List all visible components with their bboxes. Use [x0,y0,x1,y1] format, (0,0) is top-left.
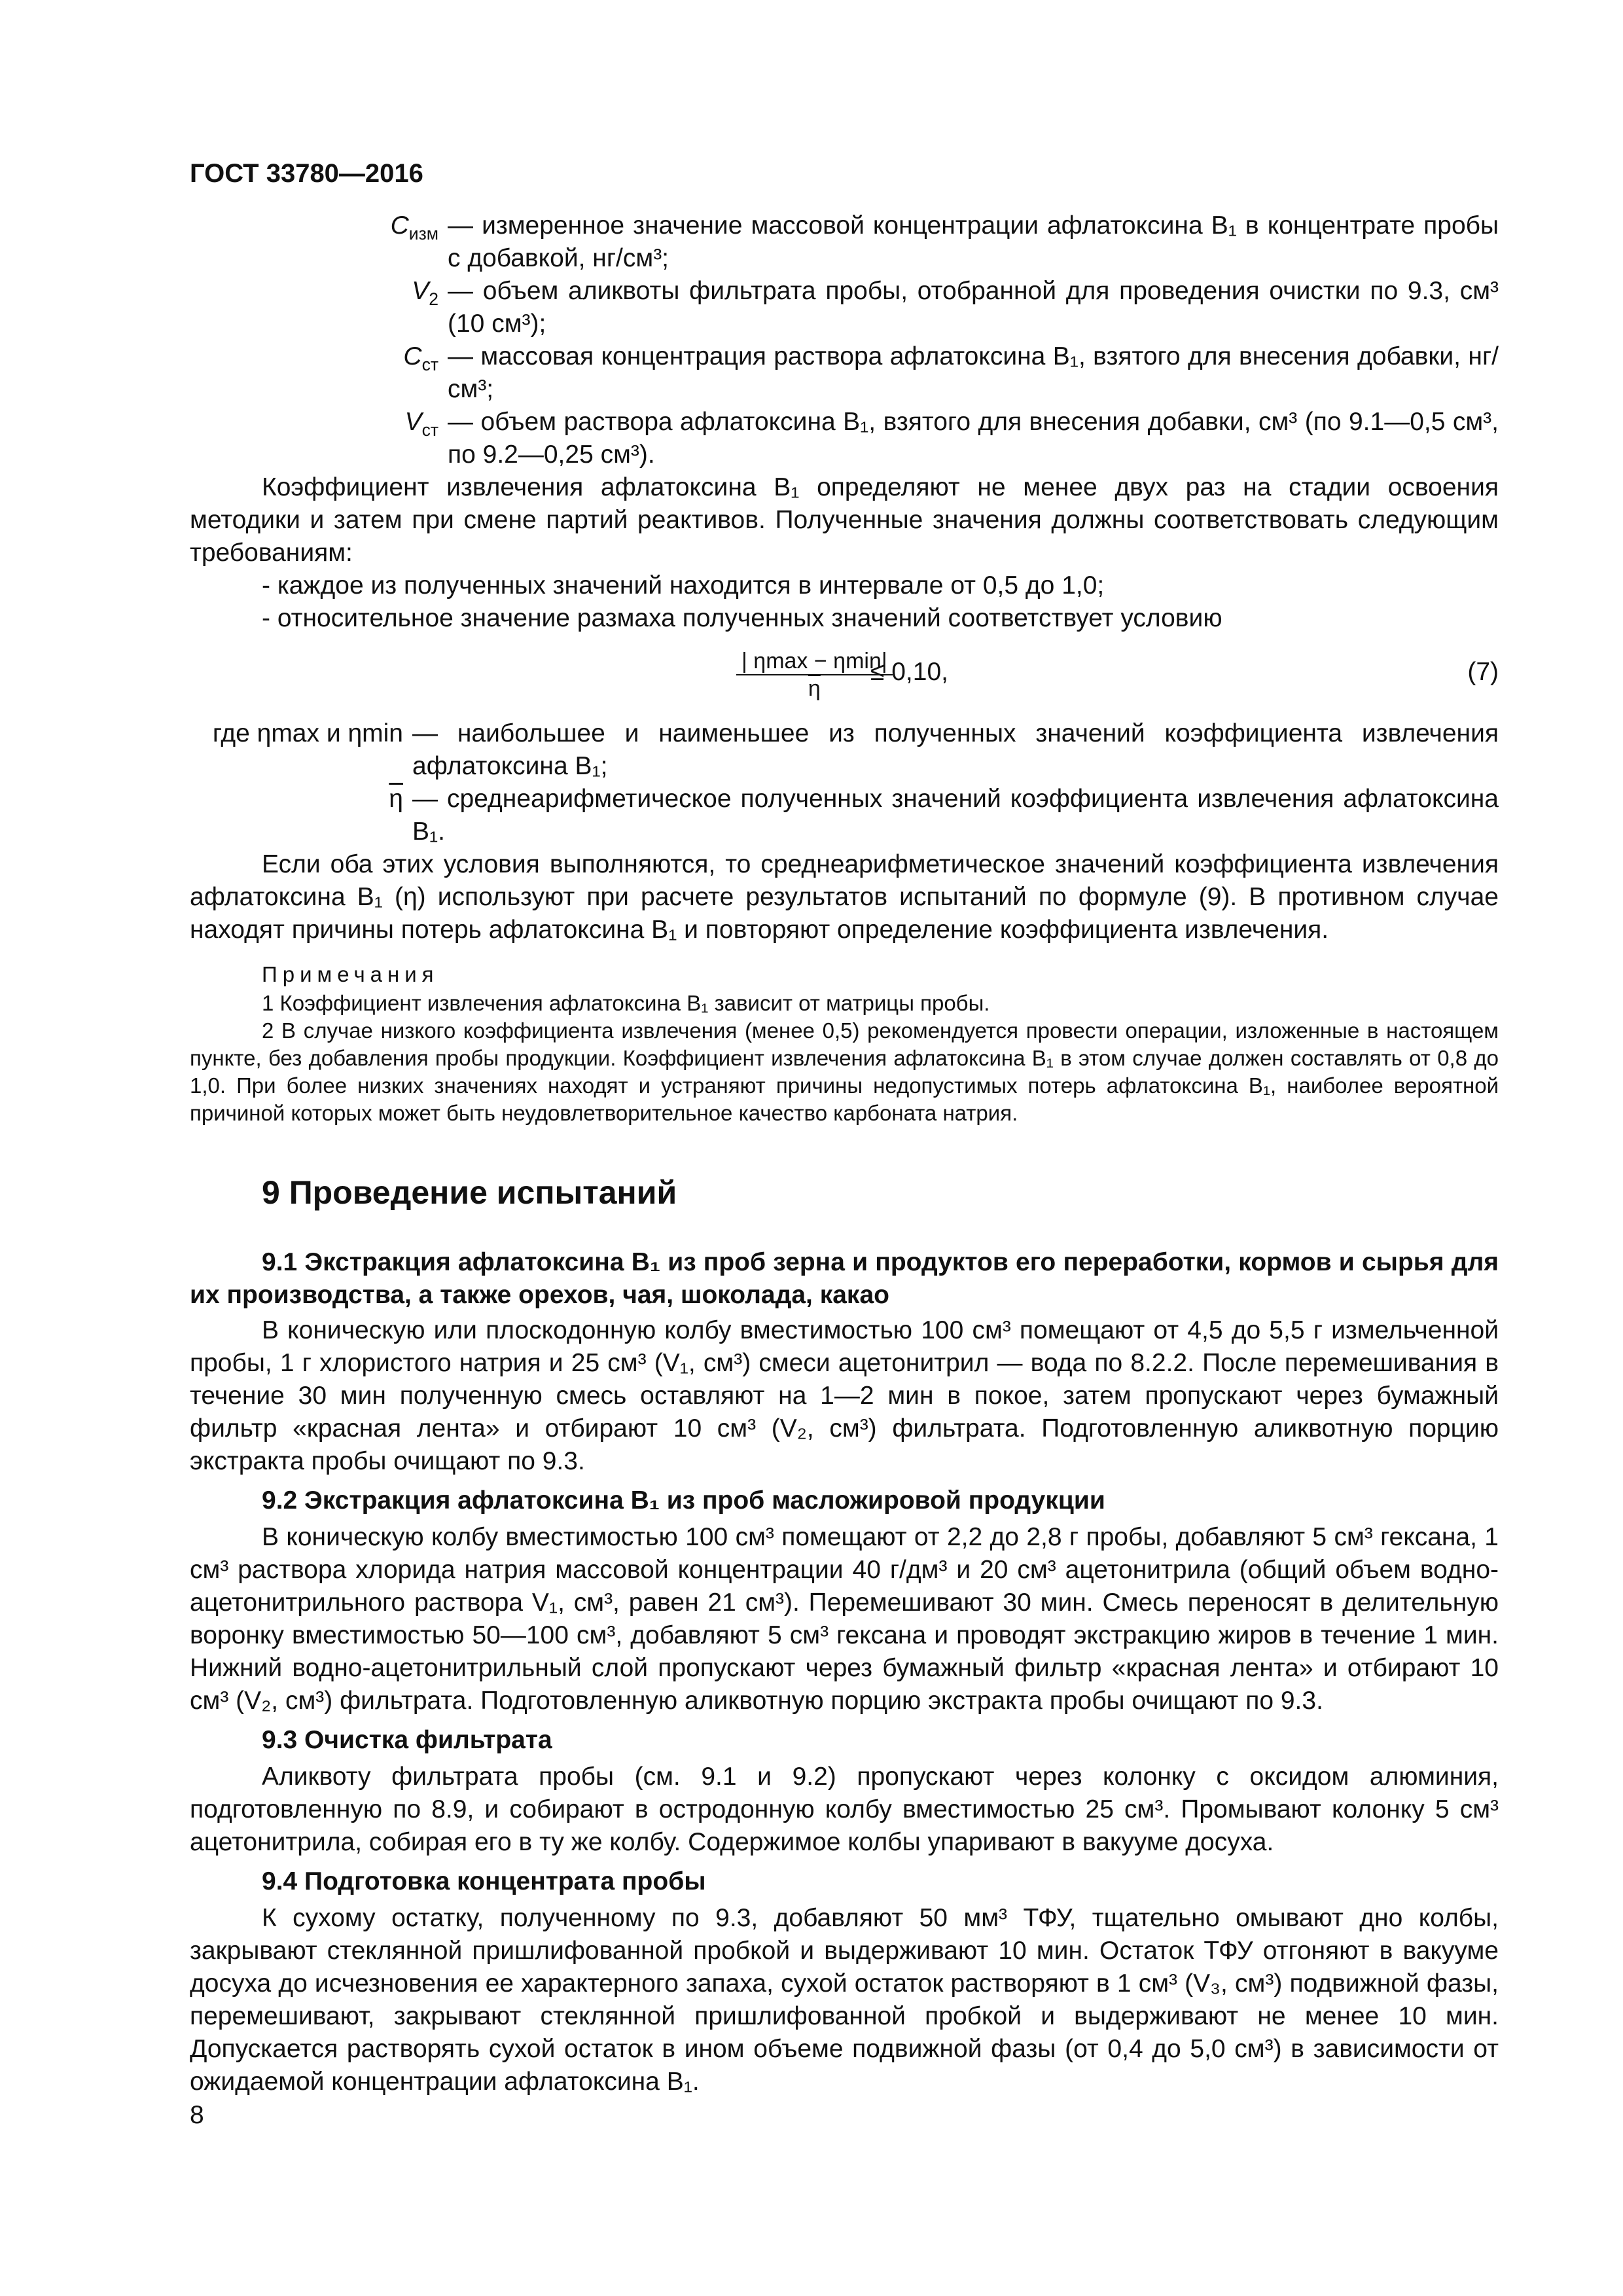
subsection-heading: 9.2 Экстракция афлатоксина B₁ из проб масложировой продукции [262,1486,1105,1515]
paragraph: Аликвоту фильтрата пробы (см. 9.1 и 9.2) пропускают через колонку с оксидом алюминия, подготовленную по 8.9, и собирают в остродонную колбу вместимостью 25 см³. Промывают колонку 5 см³ ацетонитрила, собирая его в ту же колбу. Содержимое колбы упаривают в вакууме досуха. [190,1763,1499,1856]
legend-item [190,717,1499,783]
legend-symbol-sub: ст [421,420,438,440]
document-page [190,157,1499,2098]
legend-eta [190,717,1499,848]
subsection-heading: 9.1 Экстракция афлатоксина B₁ из проб зерна и продуктов его переработки, кормов и сырья для их производства, а также орехов, чая, шоколада, какао [190,1248,1499,1309]
paragraph-recovery: Коэффициент извлечения афлатоксина B₁ определяют не менее двух раз на стадии освоения методики и затем при смене партий реактивов. Полученные значения должны соответствовать следующим требованиям: [190,473,1499,567]
legend-description: — измеренное значение массовой концентрации афлатоксина B₁ в концентрате пробы с добавкой, нг/см³; [448,211,1499,272]
note-item: 1 Коэффициент извлечения афлатоксина B₁ зависит от матрицы пробы. [262,991,990,1015]
notes-block [190,961,1499,1127]
paragraph: В коническую колбу вместимостью 100 см³ помещают от 2,2 до 2,8 г пробы, добавляют 5 см³ гексана, 1 см³ раствора хлорида натрия массовой концентрации 40 г/дм³ и 20 см³ ацетонитрила (общий объем водно-ацетонитрильного раствора V₁, см³, равен 21 см³). Перемешивают 30 мин. Смесь переносят в делительную воронку вместимостью 50—100 см³, добавляют 5 см³ гексана и проводят экстракцию жиров в течение 1 мин. Нижний водно-ацетонитрильный слой пропускают через бумажный фильтр «красная лента» и отбирают 10 см³ (V₂, см³) фильтрата. Подготовленную аликвотную порцию экстракта пробы очищают по 9.3. [190,1523,1499,1715]
legend-item [190,406,1499,471]
formula-7 [190,639,1499,711]
paragraph-conditions: Если оба этих условия выполняются, то среднеарифметическое значений коэффициента извлечения афлатоксина B₁ (η) используют при расчете результатов испытаний по формуле (9). В противном случае находят причины потерь афлатоксина B₁ и повторяют определение коэффициента извлечения. [190,850,1499,944]
legend-symbol: где ηmax и ηmin [212,719,403,747]
legend-symbol: V [412,277,429,305]
legend-description: — массовая концентрация раствора афлатоксина B₁, взятого для внесения добавки, нг/см³; [448,342,1499,403]
legend-item [190,209,1499,275]
legend-symbol: $\overline{\eta}$ [389,785,403,813]
legend-item [190,783,1499,848]
legend-description: — среднеарифметическое полученных значений коэффициента извлечения афлатоксина B₁. [412,785,1499,846]
formula-relation: ≤ 0,10, [870,658,948,686]
legend-description: — объем аликвоты фильтрата пробы, отобранной для проведения очистки по 9.3, см³ (10 см³); [448,277,1499,338]
page-number: 8 [190,2101,204,2129]
section-heading: 9 Проведение испытаний [262,1174,677,1211]
legend-description: — объем раствора афлатоксина B₁, взятого для внесения добавки, см³ (по 9.1—0,5 см³, по 9.2—0,25 см³). [448,408,1499,469]
document-code: ГОСТ 33780—2016 [190,159,423,188]
formula-denominator: $\overline{\eta}$ [808,676,821,701]
legend-symbol: V [404,408,422,436]
legend-description: — наибольшее и наименьшее из полученных значений коэффициента извлечения афлатоксина B₁; [412,719,1499,780]
legend-item [190,340,1499,406]
legend-symbol-sub: 2 [429,289,438,309]
legend-symbol-sub: изм [408,223,438,243]
legend-symbol-sub: ст [421,354,438,374]
subsection-heading: 9.3 Очистка фильтрата [262,1726,552,1754]
legend-symbol: C [403,342,422,370]
formula-number: (7) [1467,658,1499,686]
legend-item [190,275,1499,340]
paragraph: К сухому остатку, полученному по 9.3, добавляют 50 мм³ ТФУ, тщательно омывают дно колбы, закрывают стеклянной пришлифованной пробкой и выдерживают 10 мин. Остаток ТФУ отгоняют в вакууме досуха до исчезновения ее характерного запаха, сухой остаток растворяют в 1 см³ (V₃, см³) подвижной фазы, перемешивают, закрывают стеклянной пришлифованной пробкой и выдерживают не менее 10 мин. Допускается растворять сухой остаток в ином объеме подвижной фазы (от 0,4 до 5,0 см³) в зависимости от ожидаемой концентрации афлатоксина B₁. [190,1904,1499,2096]
formula-fraction [736,648,893,702]
notes-title: Примечания [262,962,439,986]
legend-top [190,209,1499,471]
requirements-list [262,569,1499,635]
formula-numerator: | ηmax − ηmin| [736,648,893,675]
note-item: 2 В случае низкого коэффициента извлечения (менее 0,5) рекомендуется провести операции, изложенные в настоящем пункте, без добавления пробы продукции. Коэффициент извлечения афлатоксина B₁ в этом случае должен составлять от 0,8 до 1,0. При более низких значениях находят и устраняют причины недопустимых потерь афлатоксина B₁, наиболее вероятной причиной которых может быть неудовлетворительное качество карбоната натрия. [190,1018,1499,1125]
legend-symbol: C [390,211,409,240]
list-item: - каждое из полученных значений находится в интервале от 0,5 до 1,0; [262,571,1105,600]
subsection-heading: 9.4 Подготовка концентрата пробы [262,1867,706,1895]
list-item: - относительное значение размаха полученных значений соответствует условию [262,604,1222,632]
paragraph: В коническую или плоскодонную колбу вместимостью 100 см³ помещают от 4,5 до 5,5 г измельченной пробы, 1 г хлористого натрия и 25 см³ (V₁, см³) смеси ацетонитрил — вода по 8.2.2. После перемешивания в течение 30 мин полученную смесь оставляют на 1—2 мин в покое, затем пропускают через бумажный фильтр «красная лента» и отбирают 10 см³ (V₂, см³) фильтрата. Подготовленную аликвотную порцию экстракта пробы очищают по 9.3. [190,1316,1499,1475]
